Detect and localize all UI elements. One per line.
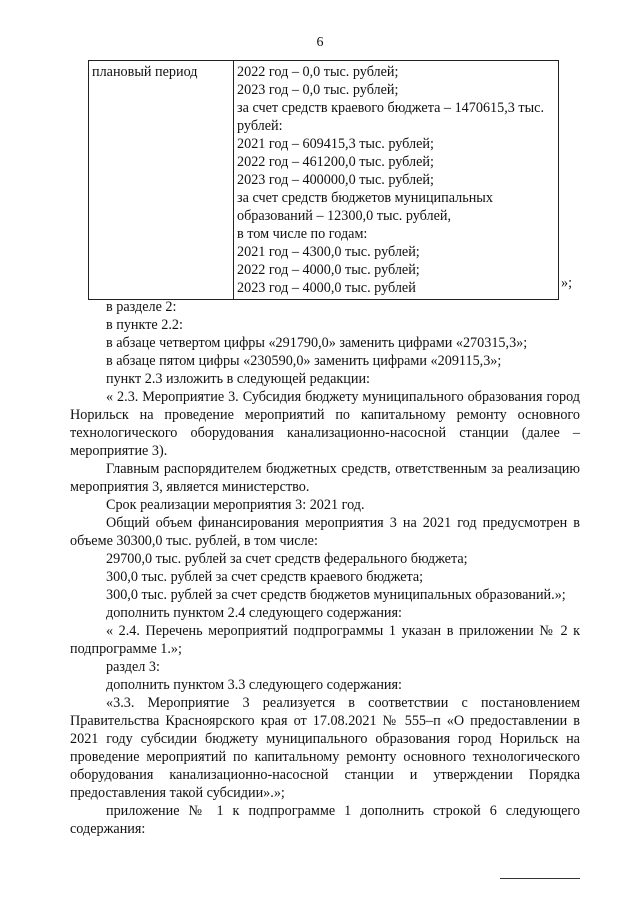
value-line: 2021 год – 4300,0 тыс. рублей; bbox=[237, 244, 420, 260]
paragraph: «3.3. Мероприятие 3 реализуется в соответствии с постановлением Правительства Красноярского края от 17.08.2021 № 555–п «О предоставлении в 2021 году субсидии бюджету муниципального образования город Норильск на проведение мероприятий по капитальному ремонту основного технологического оборудования канализационно-насосной станции и утверждении Порядка предоставления такой субсидии».»; bbox=[70, 695, 580, 801]
footer-rule bbox=[500, 878, 580, 879]
value-line: за счет средств бюджетов муниципальных bbox=[237, 190, 493, 206]
paragraph: в пункте 2.2: bbox=[106, 317, 183, 333]
value-line: образований – 12300,0 тыс. рублей, bbox=[237, 208, 452, 224]
value-line: 2023 год – 0,0 тыс. рублей; bbox=[237, 82, 399, 98]
paragraph: 29700,0 тыс. рублей за счет средств федерального бюджета; bbox=[106, 551, 468, 567]
paragraph: « 2.4. Перечень мероприятий подпрограммы 1 указан в приложении № 2 к подпрограмме 1.»; bbox=[70, 623, 580, 657]
value-line: 2021 год – 609415,3 тыс. рублей; bbox=[237, 136, 434, 152]
paragraph: Общий объем финансирования мероприятия 3 на 2021 год предусмотрен в объеме 30300,0 тыс. рублей, в том числе: bbox=[70, 515, 580, 549]
value-line: 2023 год – 400000,0 тыс. рублей; bbox=[237, 172, 434, 188]
page-number: 6 bbox=[316, 35, 324, 50]
paragraph: дополнить пунктом 3.3 следующего содержания: bbox=[106, 677, 402, 693]
paragraph: пункт 2.3 изложить в следующей редакции: bbox=[106, 371, 370, 387]
table-row bbox=[89, 61, 559, 300]
paragraph: « 2.3. Мероприятие 3. Субсидия бюджету муниципального образования город Норильск на проведение мероприятий по капитальному ремонту основного технологического оборудования канализационно-насосной станции (далее – мероприятие 3). bbox=[70, 389, 580, 459]
paragraph: 300,0 тыс. рублей за счет средств бюджетов муниципальных образований.»; bbox=[106, 587, 566, 603]
value-line: 2023 год – 4000,0 тыс. рублей bbox=[237, 280, 416, 296]
value-line: в том числе по годам: bbox=[237, 226, 368, 242]
financing-table bbox=[88, 60, 559, 300]
paragraph: Срок реализации мероприятия 3: 2021 год. bbox=[106, 497, 365, 513]
paragraph: 300,0 тыс. рублей за счет средств краевого бюджета; bbox=[106, 569, 424, 585]
paragraph: в разделе 2: bbox=[106, 299, 177, 315]
value-line: 2022 год – 461200,0 тыс. рублей; bbox=[237, 154, 434, 170]
paragraph: Главным распорядителем бюджетных средств, ответственным за реализацию мероприятия 3, является министерство. bbox=[70, 461, 580, 495]
value-line: рублей: bbox=[237, 118, 283, 134]
value-line: 2022 год – 4000,0 тыс. рублей; bbox=[237, 262, 420, 278]
value-line: за счет средств краевого бюджета – 1470615,3 тыс. bbox=[237, 100, 544, 116]
paragraph: в абзаце пятом цифры «230590,0» заменить цифрами «209115,3»; bbox=[106, 353, 502, 369]
paragraph: раздел 3: bbox=[106, 659, 160, 675]
value-line: 2022 год – 0,0 тыс. рублей; bbox=[237, 64, 399, 80]
paragraph: приложение № 1 к подпрограмме 1 дополнить строкой 6 следующего содержания: bbox=[70, 803, 580, 837]
paragraph: в абзаце четвертом цифры «291790,0» заменить цифрами «270315,3»; bbox=[106, 335, 528, 351]
closing-quote: »; bbox=[561, 275, 573, 291]
table-label-cell: плановый период bbox=[89, 61, 234, 300]
table-value-cell bbox=[234, 61, 559, 300]
document-body bbox=[70, 298, 580, 838]
paragraph: дополнить пунктом 2.4 следующего содержания: bbox=[106, 605, 402, 621]
